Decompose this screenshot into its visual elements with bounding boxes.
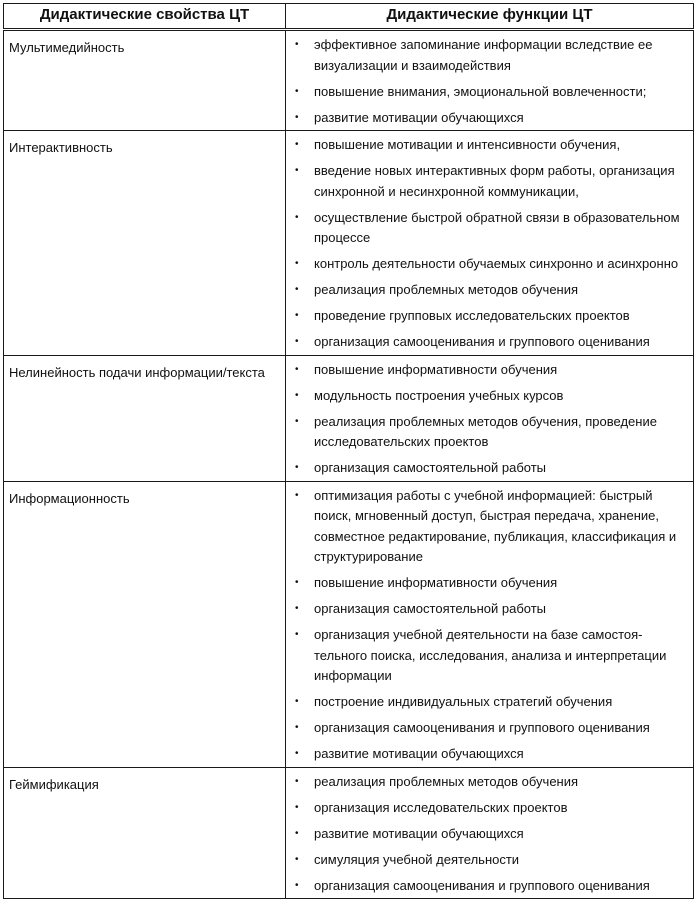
bullet-icon: • [295, 603, 299, 614]
bullet-icon: • [295, 853, 299, 865]
bullet-icon: • [295, 165, 299, 176]
bullet-icon: • [295, 489, 299, 501]
function-text: организация самооценивания и группового оценивания [314, 720, 650, 735]
property-cell: Нелинейность подачи информации/текста [4, 355, 286, 481]
function-text: организация исследовательских проектов [314, 799, 568, 815]
list-item [292, 108, 687, 129]
bullet-icon: • [295, 827, 299, 839]
bullet-icon: • [295, 577, 299, 588]
functions-list [292, 486, 687, 765]
functions-list [292, 772, 687, 897]
function-text: организация учебной деятельности на базе самостоя-тельного поиска, исследования, анализа и интерпретации информации [314, 627, 667, 683]
bullet-icon: • [295, 415, 299, 427]
function-text: повышение информативности обучения [314, 361, 558, 377]
list-item [292, 625, 687, 687]
bullet-icon: • [295, 629, 299, 640]
bullet-icon: • [295, 211, 299, 223]
list-item [292, 412, 687, 453]
bullet-icon: • [295, 462, 299, 473]
table-row [4, 131, 694, 356]
table-row [4, 767, 694, 899]
list-item [292, 360, 687, 381]
list-item [292, 599, 687, 620]
functions-list [292, 360, 687, 479]
function-text: реализация проблемных методов обучения [314, 282, 579, 297]
function-text: модульность построения учебных курсов [314, 387, 564, 403]
list-item [292, 744, 687, 765]
list-item [292, 850, 687, 871]
list-item [292, 332, 687, 353]
function-text: оптимизация работы с учебной информацией: быстрый поиск, мгновенный доступ, быстрая передача, хранение, совместное редактирование, публикация, классификация и структурирование [314, 487, 677, 564]
property-cell: Мультимедийность [4, 30, 286, 131]
list-item [292, 798, 687, 819]
function-text: повышение информативности обучения [314, 575, 558, 590]
list-item [292, 35, 687, 76]
list-item [292, 386, 687, 407]
header-row [4, 4, 694, 30]
function-text: эффективное запоминание информации вследствие ее визуализации и взаимодействия [314, 37, 653, 73]
function-text: развитие мотивации обучающихся [314, 109, 524, 125]
list-item [292, 824, 687, 845]
functions-cell [286, 355, 694, 481]
list-item [292, 280, 687, 301]
list-item [292, 458, 687, 479]
functions-cell [286, 481, 694, 767]
bullet-icon: • [295, 363, 299, 375]
bullet-icon: • [295, 258, 299, 269]
function-text: организация самостоятельной работы [314, 460, 547, 475]
table-row [4, 30, 694, 131]
bullet-icon: • [295, 389, 299, 401]
function-text: симуляция учебной деятельности [314, 851, 520, 867]
header-properties: Дидактические свойства ЦТ [4, 4, 286, 30]
header-functions: Дидактические функции ЦТ [286, 4, 694, 30]
table-row [4, 481, 694, 767]
functions-cell [286, 30, 694, 131]
list-item [292, 876, 687, 897]
list-item [292, 718, 687, 739]
bullet-icon: • [295, 748, 299, 759]
property-cell: Информационность [4, 481, 286, 767]
list-item [292, 772, 687, 793]
list-item [292, 306, 687, 327]
function-text: организация самооценивания и группового оценивания [314, 877, 650, 893]
property-cell: Интерактивность [4, 131, 286, 356]
bullet-icon: • [295, 139, 299, 150]
function-text: развитие мотивации обучающихся [314, 825, 524, 841]
function-text: реализация проблемных методов обучения [314, 773, 579, 789]
function-text: развитие мотивации обучающихся [314, 746, 524, 761]
function-text: повышение внимания, эмоциональной вовлеченности; [314, 83, 647, 99]
function-text: реализация проблемных методов обучения, проведение исследовательских проектов [314, 413, 657, 449]
list-item [292, 254, 687, 275]
function-text: организация самостоятельной работы [314, 601, 547, 616]
function-text: построение индивидуальных стратегий обучения [314, 694, 613, 709]
bullet-icon: • [295, 310, 299, 321]
function-text: осуществление быстрой обратной связи в образовательном процессе [314, 209, 680, 245]
bullet-icon: • [295, 696, 299, 707]
function-text: организация самооценивания и группового оценивания [314, 334, 650, 349]
bullet-icon: • [295, 775, 299, 787]
function-text: повышение мотивации и интенсивности обучения, [314, 137, 621, 152]
bullet-icon: • [295, 801, 299, 813]
bullet-icon: • [295, 85, 299, 97]
table-row [4, 355, 694, 481]
functions-list [292, 35, 687, 128]
bullet-icon: • [295, 111, 299, 123]
list-item [292, 486, 687, 568]
functions-cell [286, 767, 694, 899]
list-item [292, 573, 687, 594]
property-cell: Геймификация [4, 767, 286, 899]
function-text: проведение групповых исследовательских проектов [314, 308, 630, 323]
function-text: контроль деятельности обучаемых синхронно и асинхронно [314, 256, 679, 271]
list-item [292, 161, 687, 202]
list-item [292, 208, 687, 249]
bullet-icon: • [295, 336, 299, 347]
list-item [292, 692, 687, 713]
table-header [4, 4, 694, 30]
bullet-icon: • [295, 39, 299, 50]
function-text: введение новых интерактивных форм работы, организация синхронной и несинхронной коммуникации, [314, 163, 675, 199]
bullet-icon: • [295, 879, 299, 891]
functions-list [292, 135, 687, 353]
bullet-icon: • [295, 284, 299, 295]
table-body [4, 30, 694, 899]
functions-cell [286, 131, 694, 356]
didactic-table [3, 3, 694, 899]
bullet-icon: • [295, 722, 299, 733]
list-item [292, 82, 687, 103]
list-item [292, 135, 687, 156]
